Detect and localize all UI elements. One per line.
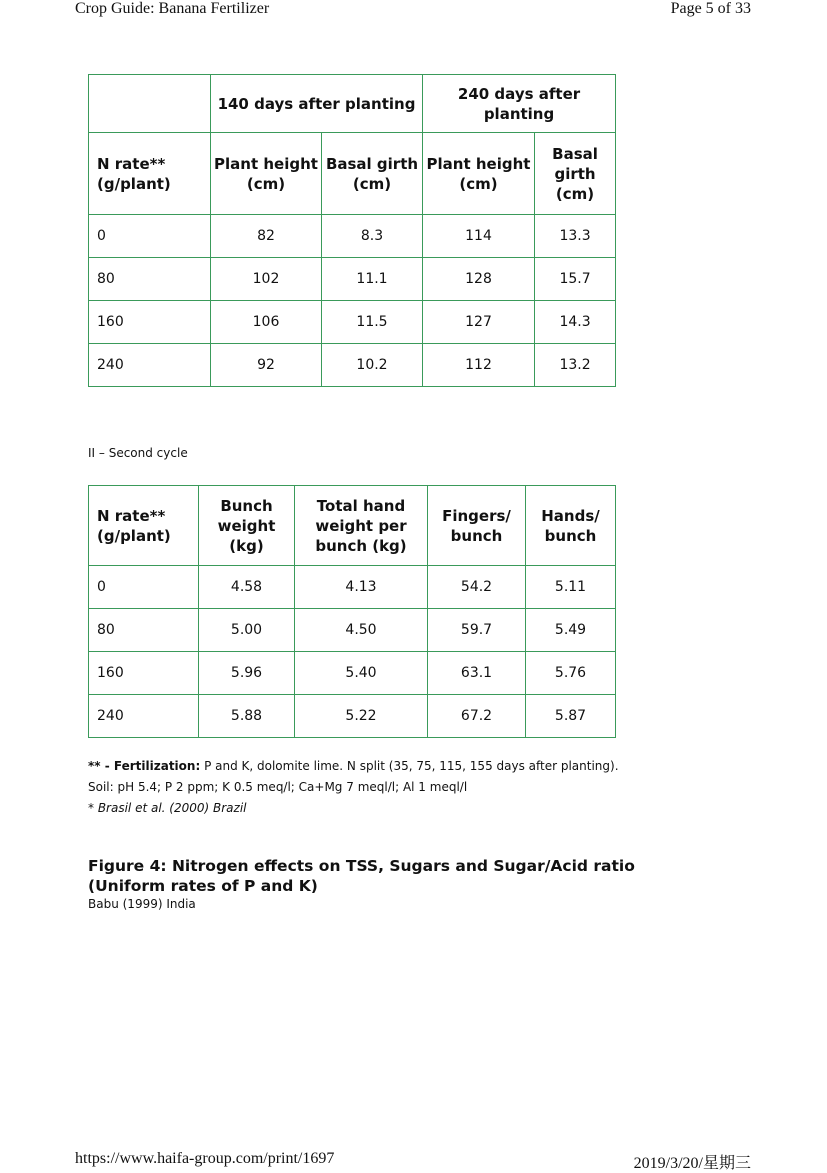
table-row [89, 609, 616, 652]
table-cell: 11.5 [322, 301, 423, 344]
table1-group-header: 240 days after planting [423, 75, 616, 133]
table-notes [88, 756, 619, 819]
table-row [89, 652, 616, 695]
table-cell: 5.88 [199, 695, 295, 738]
table2-column-header: Fingers/ bunch [428, 486, 526, 566]
table-cell: 112 [423, 344, 535, 387]
table-cell: 5.76 [526, 652, 616, 695]
table-row [89, 301, 616, 344]
table-cell: 11.1 [322, 258, 423, 301]
figure-source: Babu (1999) India [88, 897, 196, 911]
figure-title-line: (Uniform rates of P and K) [88, 877, 318, 895]
table-cell: 4.50 [295, 609, 428, 652]
table1-column-header: Plant height (cm) [211, 133, 322, 215]
table-cell: 5.11 [526, 566, 616, 609]
table-cell: 102 [211, 258, 322, 301]
table2-column-header: N rate** (g/plant) [89, 486, 199, 566]
table-cell: 80 [89, 609, 199, 652]
table-cell: 67.2 [428, 695, 526, 738]
table-cell: 8.3 [322, 215, 423, 258]
table-cell: 4.58 [199, 566, 295, 609]
document-title: Crop Guide: Banana Fertilizer [75, 0, 270, 17]
source-note: * Brasil et al. (2000) Brazil [88, 801, 247, 815]
table1-column-header: N rate** (g/plant) [89, 133, 211, 215]
page-number: Page 5 of 33 [670, 0, 751, 17]
table-cell: 92 [211, 344, 322, 387]
table-cell: 5.00 [199, 609, 295, 652]
table-cell: 13.3 [535, 215, 616, 258]
table1-column-header: Plant height (cm) [423, 133, 535, 215]
table1-column-header: Basal girth (cm) [322, 133, 423, 215]
table-cell: 106 [211, 301, 322, 344]
table-row [89, 258, 616, 301]
table-cell: 4.13 [295, 566, 428, 609]
fertilization-text: P and K, dolomite lime. N split (35, 75, 115, 155 days after planting). [200, 759, 619, 773]
table-cell: 13.2 [535, 344, 616, 387]
table-cell: 160 [89, 652, 199, 695]
table2-column-header: Bunch weight (kg) [199, 486, 295, 566]
table-cell: 59.7 [428, 609, 526, 652]
table-cell: 14.3 [535, 301, 616, 344]
table-row [89, 215, 616, 258]
table-cell: 5.49 [526, 609, 616, 652]
table-row [89, 566, 616, 609]
table-cell: 240 [89, 695, 199, 738]
table-cell: 5.22 [295, 695, 428, 738]
table1-corner-cell [89, 75, 211, 133]
footer-date: 2019/3/20/星期三 [633, 1155, 751, 1172]
table-cell: 82 [211, 215, 322, 258]
table-cell: 114 [423, 215, 535, 258]
table-row [89, 344, 616, 387]
section-caption: II – Second cycle [88, 446, 188, 460]
table1-group-header: 140 days after planting [211, 75, 423, 133]
table-cell: 54.2 [428, 566, 526, 609]
figure-title-line: Figure 4: Nitrogen effects on TSS, Sugars and Sugar/Acid ratio [88, 857, 635, 875]
table-cell: 63.1 [428, 652, 526, 695]
table-second-cycle [88, 485, 616, 738]
table-first-cycle [88, 74, 616, 387]
table-cell: 127 [423, 301, 535, 344]
table-cell: 80 [89, 258, 211, 301]
figure-title [88, 856, 635, 896]
table2-column-header: Hands/ bunch [526, 486, 616, 566]
table-cell: 5.40 [295, 652, 428, 695]
table-cell: 160 [89, 301, 211, 344]
fertilization-note [88, 756, 619, 777]
table-row [89, 695, 616, 738]
footer-url[interactable]: https://www.haifa-group.com/print/1697 [75, 1150, 335, 1167]
table-cell: 5.96 [199, 652, 295, 695]
table-cell: 15.7 [535, 258, 616, 301]
table-cell: 0 [89, 566, 199, 609]
table1-column-header: Basal girth (cm) [535, 133, 616, 215]
table-cell: 128 [423, 258, 535, 301]
fertilization-label: ** - Fertilization: [88, 759, 201, 773]
table2-column-header: Total hand weight per bunch (kg) [295, 486, 428, 566]
table-cell: 5.87 [526, 695, 616, 738]
table-cell: 0 [89, 215, 211, 258]
soil-note: Soil: pH 5.4; P 2 ppm; K 0.5 meq/l; Ca+Mg 7 meql/l; Al 1 meql/l [88, 780, 468, 794]
table-cell: 240 [89, 344, 211, 387]
table-cell: 10.2 [322, 344, 423, 387]
